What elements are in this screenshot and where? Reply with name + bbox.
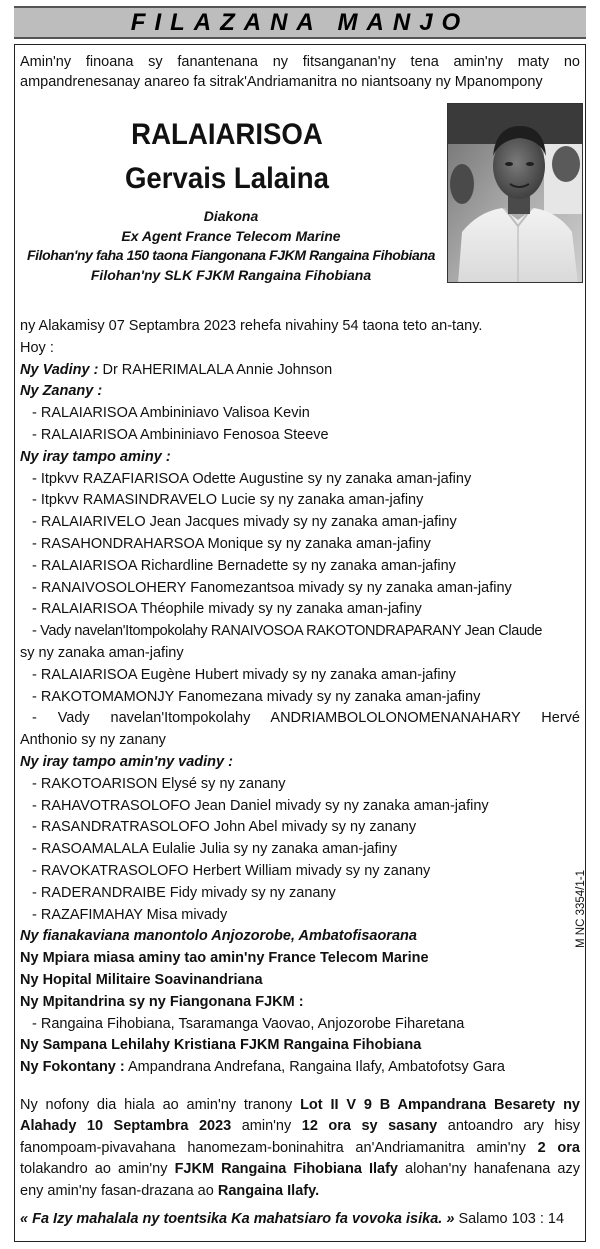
- colleagues-line: Ny Mpiara miasa aminy tao amin'ny France Telecom Marine: [20, 950, 429, 967]
- children-label: Ny Zanany :: [20, 383, 103, 400]
- hoy-line: Hoy :: [20, 339, 54, 356]
- family-line: Ny fianakaviana manontolo Anjozorobe, Ambatofisaorana: [20, 928, 417, 945]
- spouse-line: [20, 360, 580, 382]
- funeral-text: amin'ny: [231, 1118, 302, 1135]
- list-item: - RAKOTOMAMONJY Fanomezana mivady sy ny zanaka aman-jafiny: [32, 688, 481, 705]
- title-line: Ex Agent France Telecom Marine: [121, 227, 341, 244]
- list-item: - RAZAFIMAHAY Misa mivady: [32, 906, 228, 923]
- list-item: - Rangaina Fihobiana, Tsaramanga Vaovao, Anjozorobe Fiharetana: [32, 1015, 465, 1032]
- list-item-long-cont: Anthonio sy ny zanany: [20, 732, 166, 749]
- funeral-paragraph: [20, 1095, 580, 1202]
- service-time: 2 ora: [537, 1139, 580, 1156]
- list-item-long: - Vady navelan'Itompokolahy RANAIVOSOA RAKOTONDRAPARANY Jean Claude: [32, 623, 543, 640]
- deceased-titles: [14, 207, 448, 285]
- list-item: - RALAIARISOA Richardline Bernadette sy ny zanaka aman-jafiny: [32, 557, 456, 574]
- portrait-svg: [448, 104, 583, 283]
- title-line: Diakona: [203, 208, 259, 224]
- in-laws-label: Ny iray tampo amin'ny vadiny :: [20, 753, 233, 770]
- fokontany-line: [20, 1057, 580, 1079]
- spouse-name: Dr RAHERIMALALA Annie Johnson: [102, 361, 333, 378]
- funeral-text: antoandro ary hisy fanompoam-pivavahana hanomezam-boninahitra an'Andriamanitra amin'ny: [20, 1118, 580, 1156]
- list-item-long: - Vady navelan'Itompokolahy ANDRIAMBOLOLONOMENANAHARY Hervé: [32, 710, 580, 727]
- list-item: - RADERANDRAIBE Fidy mivady sy ny zanany: [32, 884, 336, 901]
- closing-quote: [20, 1211, 580, 1227]
- sampana-line: Ny Sampana Lehilahy Kristiana FJKM Rangaina Fihobiana: [20, 1037, 422, 1054]
- deceased-given-names: Gervais Lalaina: [124, 162, 330, 195]
- funeral-address: Lot II V 9 B Ampandrana Besarety ny Alahady 10 Septambra 2023: [20, 1097, 580, 1135]
- funeral-text: Ny nofony dia hiala ao amin'ny tranony: [20, 1097, 301, 1113]
- death-line: ny Alakamisy 07 Septambra 2023 rehefa nivahiny 54 taona teto an-tany.: [20, 318, 483, 334]
- list-item: - RALAIARIVELO Jean Jacques mivady sy ny zanaka aman-jafiny: [32, 514, 457, 531]
- fokontany-label: Ny Fokontany :: [20, 1059, 125, 1076]
- portrait-photo-icon: [447, 103, 583, 283]
- list-item: - RASANDRATRASOLOFO John Abel mivady sy ny zanany: [32, 819, 417, 836]
- list-item-long-cont: sy ny zanaka aman-jafiny: [20, 644, 184, 661]
- list-item: - Itpkvv RAZAFIARISOA Odette Augustine sy ny zanaka aman-jafiny: [32, 470, 472, 487]
- list-item: - RASOAMALALA Eulalie Julia sy ny zanaka aman-jafiny: [32, 841, 398, 858]
- siblings-label: Ny iray tampo aminy :: [20, 448, 171, 465]
- list-item: - Itpkvv RAMASINDRAVELO Lucie sy ny zanaka aman-jafiny: [32, 492, 424, 509]
- quote-ref: Salamo 103 : 14: [458, 1211, 565, 1227]
- obituary-body: [20, 316, 580, 1079]
- hospital-line: Ny Hopital Militaire Soavinandriana: [20, 971, 263, 988]
- church-name: FJKM Rangaina Fihobiana Ilafy: [174, 1161, 398, 1178]
- list-item: - RANAIVOSOLOHERY Fanomezantsoa mivady sy ny zanaka aman-jafiny: [32, 579, 512, 596]
- title-line: Filohan'ny faha 150 taona Fiangonana FJKM Rangaina Fihobiana: [27, 247, 435, 263]
- header-title: FILAZANA MANJO: [130, 8, 470, 36]
- title-line: Filohan'ny SLK FJKM Rangaina Fihobiana: [90, 266, 372, 283]
- funeral-time: 12 ora sy sasany: [301, 1118, 438, 1135]
- funeral-text: tolakandro ao amin'ny: [20, 1161, 175, 1178]
- list-item: - RALAIARISOA Ambininiavo Fenosoa Steeve: [32, 426, 329, 443]
- list-item: - RALAIARISOA Ambininiavo Valisoa Kevin: [32, 405, 310, 422]
- quote-text: « Fa Izy mahalala ny toentsika Ka mahatsiaro fa vovoka isika. »: [20, 1211, 455, 1227]
- intro-text: Amin'ny finoana sy fanantenana ny fitsanganan'ny tena amin'ny maty no ampandrenesanay anareo fa sitrak'Andriamanitra no niantsoany ny Mpanompony: [20, 54, 580, 90]
- pastors-label: Ny Mpitandrina sy ny Fiangonana FJKM :: [20, 993, 304, 1010]
- funeral-text: alohan'ny hanafenana azy eny amin'ny fasan-drazana ao: [20, 1161, 580, 1199]
- list-item: - RALAIARISOA Théophile mivady sy ny zanaka aman-jafiny: [32, 601, 422, 618]
- burial-place: Rangaina Ilafy.: [217, 1182, 320, 1199]
- spouse-label: Ny Vadiny :: [20, 361, 99, 378]
- list-item: - RAVOKATRASOLOFO Herbert William mivady sy ny zanany: [32, 862, 431, 879]
- list-item: - RALAIARISOA Eugène Hubert mivady sy ny zanaka aman-jafiny: [32, 666, 456, 683]
- fokontany-value: Ampandrana Andrefana, Rangaina Ilafy, Ambatofotsy Gara: [127, 1059, 505, 1076]
- list-item: - RASAHONDRAHARSOA Monique sy ny zanaka aman-jafiny: [32, 535, 431, 552]
- page-header: [14, 6, 586, 39]
- deceased-surname: RALAIARISOA: [131, 118, 323, 151]
- list-item: - RAKOTOARISON Elysé sy ny zanany: [32, 775, 286, 792]
- side-reference: M NC 3354/1-1: [575, 870, 587, 948]
- list-item: - RAHAVOTRASOLOFO Jean Daniel mivady sy ny zanaka aman-jafiny: [32, 797, 489, 814]
